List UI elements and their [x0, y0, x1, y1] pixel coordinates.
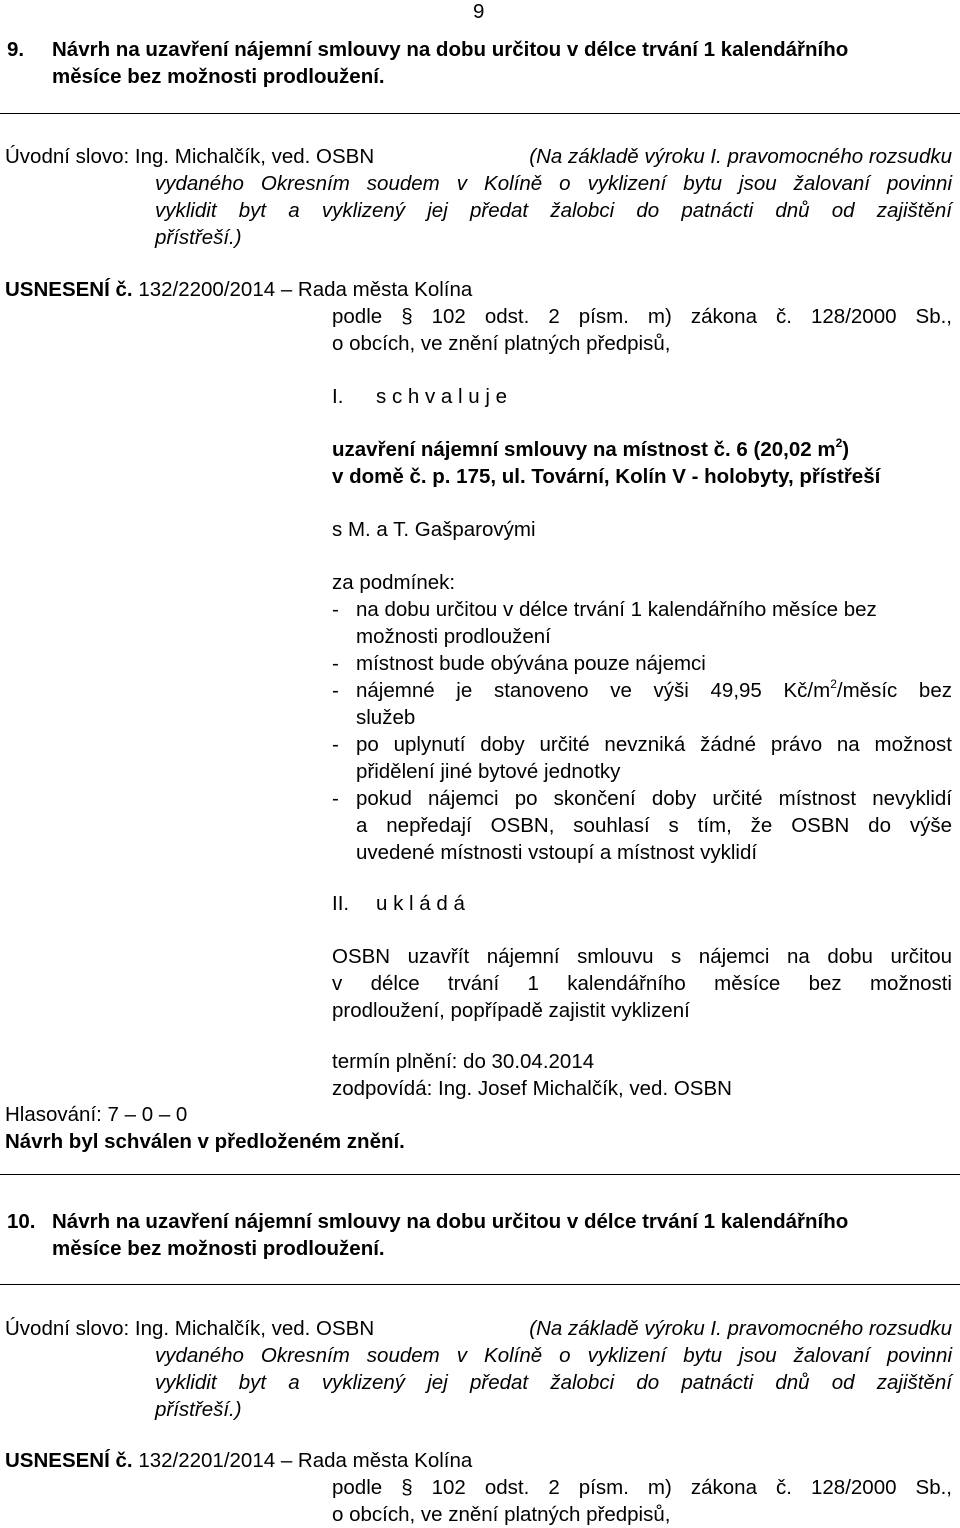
- item10-intro-italic-line3: vyklidit byt a vyklizený jej předat žalobci do patnácti dnů od zajištění: [155, 1371, 952, 1394]
- item9-vote: Hlasování: 7 – 0 – 0: [5, 1103, 188, 1126]
- item10-title-line1: Návrh na uzavření nájemní smlouvy na dobu určitou v délce trvání 1 kalendářního: [52, 1210, 849, 1233]
- item9-contract-line1: uzavření nájemní smlouvy na místnost č. 6 (20,02 $m^2$): [332, 436, 850, 461]
- item10-legal-line2: o obcích, ve znění platných předpisů,: [332, 1503, 671, 1526]
- page-number: 9: [473, 0, 485, 23]
- item9-task-line1: OSBN uzavřít nájemní smlouvu s nájemci na dobu určitou: [332, 945, 952, 968]
- condition-item: - místnost bude obývána pouze nájemci: [332, 652, 706, 675]
- condition-item-cont: a nepředají OSBN, souhlasí s tím, že OSBN do výše: [356, 814, 952, 837]
- item9-section2-number: II.: [332, 892, 350, 915]
- item9-result: Návrh byl schválen v předloženém znění.: [5, 1130, 405, 1153]
- item9-title-line2: měsíce bez možnosti prodloužení.: [52, 65, 385, 88]
- item10-intro-italic-line4: přístřeší.): [155, 1398, 242, 1421]
- separator-rule: [0, 113, 960, 114]
- condition-item-cont: možnosti prodloužení: [356, 625, 551, 648]
- resolution-body: – Rada města Kolína: [280, 278, 473, 301]
- item9-contract-line2: v domě č. p. 175, ul. Tovární, Kolín V - holobyty, přístřeší: [332, 465, 881, 488]
- item9-task-line3: prodloužení, popřípadě zajistit vyklizení: [332, 999, 690, 1022]
- item9-number: 9.: [7, 38, 25, 61]
- resolution-number: 132/2201/2014: [138, 1449, 276, 1472]
- item10-legal-line1: podle § 102 odst. 2 písm. m) zákona č. 128/2000 Sb.,: [332, 1476, 952, 1499]
- condition-item-cont: přidělení jiné bytové jednotky: [356, 760, 621, 783]
- condition-item: - nájemné je stanoveno ve výši 49,95 $Kč/m^2$/měsíc bez: [332, 677, 952, 702]
- resolution-number: 132/2200/2014: [138, 278, 276, 301]
- item9-intro-italic-line4: přístřeší.): [155, 226, 242, 249]
- item10-number: 10.: [7, 1210, 36, 1233]
- resolution-label: USNESENÍ č.: [5, 1449, 133, 1472]
- item9-legal-line2: o obcích, ve znění platných předpisů,: [332, 332, 671, 355]
- item9-intro-italic-line1: (Na základě výroku I. pravomocného rozsudku: [529, 145, 952, 168]
- condition-item: - pokud nájemci po skončení doby určité místnost nevyklidí: [332, 787, 952, 810]
- item10-resolution-header: [5, 1447, 472, 1474]
- item9-intro-italic-line3: vyklidit byt a vyklizený jej předat žalobci do patnácti dnů od zajištění: [155, 199, 952, 222]
- item9-resolution-header: [5, 276, 472, 303]
- condition-item-cont: služeb: [356, 706, 416, 729]
- item9-section1-verb: s c h v a l u j e: [376, 385, 508, 408]
- condition-item: - po uplynutí doby určité nevzniká žádné právo na možnost: [332, 733, 952, 756]
- resolution-label: USNESENÍ č.: [5, 278, 133, 301]
- condition-item-cont: uvedené místnosti vstoupí a místnost vyklidí: [356, 841, 758, 864]
- item9-legal-line1: podle § 102 odst. 2 písm. m) zákona č. 128/2000 Sb.,: [332, 305, 952, 328]
- item9-section1-number: I.: [332, 385, 344, 408]
- item9-title-line1: Návrh na uzavření nájemní smlouvy na dobu určitou v délce trvání 1 kalendářního: [52, 38, 849, 61]
- item9-conditions-label: za podmínek:: [332, 571, 456, 594]
- item9-responsible: zodpovídá: Ing. Josef Michalčík, ved. OSBN: [332, 1077, 732, 1100]
- condition-item: - na dobu určitou v délce trvání 1 kalendářního měsíce bez: [332, 598, 877, 621]
- resolution-body: – Rada města Kolína: [280, 1449, 473, 1472]
- item9-section2-verb: u k l á d á: [376, 892, 465, 915]
- item9-intro-italic-line2: vydaného Okresním soudem v Kolíně o vyklizení bytu jsou žalovaní povinni: [155, 172, 952, 195]
- item10-intro-italic-line1: (Na základě výroku I. pravomocného rozsudku: [529, 1317, 952, 1340]
- item10-intro-label: Úvodní slovo: Ing. Michalčík, ved. OSBN: [5, 1317, 375, 1340]
- separator-rule: [0, 1284, 960, 1285]
- item9-parties: s M. a T. Gašparovými: [332, 518, 536, 541]
- item9-task-line2: v délce trvání 1 kalendářního měsíce bez možnosti: [332, 972, 952, 995]
- item9-deadline: termín plnění: do 30.04.2014: [332, 1050, 595, 1073]
- item9-intro-label: Úvodní slovo: Ing. Michalčík, ved. OSBN: [5, 145, 375, 168]
- item10-intro-italic-line2: vydaného Okresním soudem v Kolíně o vyklizení bytu jsou žalovaní povinni: [155, 1344, 952, 1367]
- separator-rule: [0, 1174, 960, 1175]
- item10-title-line2: měsíce bez možnosti prodloužení.: [52, 1237, 385, 1260]
